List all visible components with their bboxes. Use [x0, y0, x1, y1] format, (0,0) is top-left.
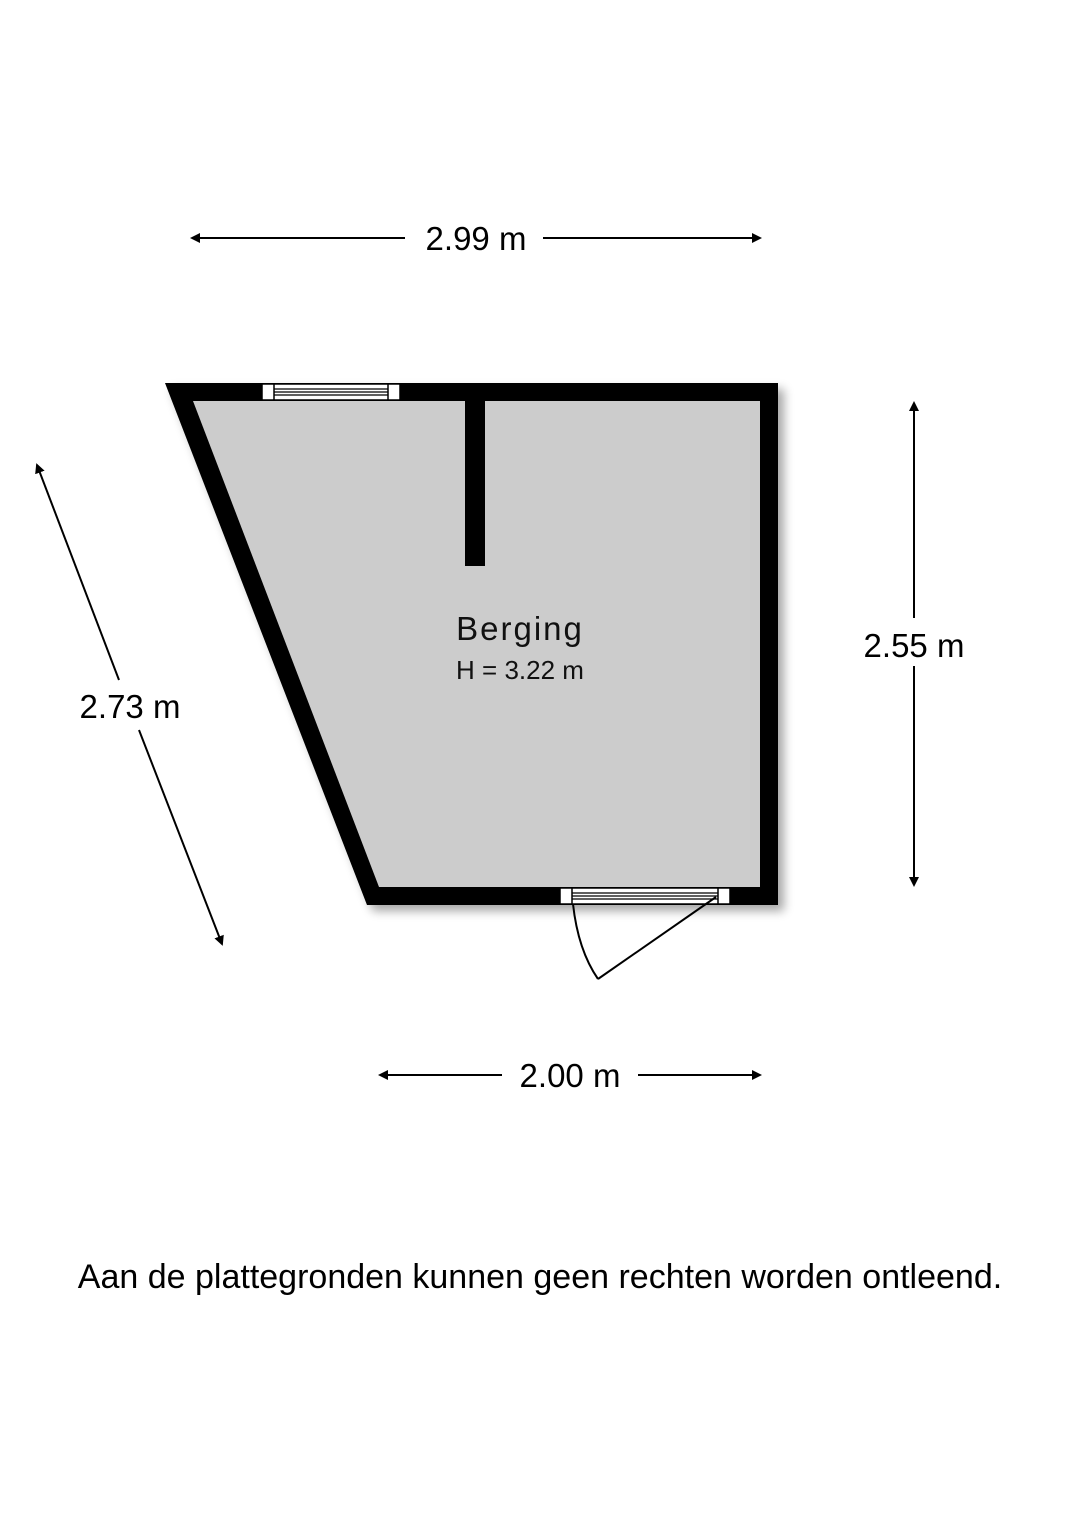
dimension-left-arrow-down: [139, 730, 222, 944]
dimension-top-label: 2.99 m: [425, 220, 527, 257]
dimension-bottom-label: 2.00 m: [519, 1057, 621, 1094]
dimension-left-arrow-up: [37, 465, 119, 680]
window-top: [262, 384, 400, 400]
dimension-left-label: 2.73 m: [79, 688, 181, 725]
room-height: H = 3.22 m: [456, 655, 584, 685]
disclaimer-text: Aan de plattegronden kunnen geen rechten worden ontleend.: [77, 1258, 1003, 1296]
door-leaf: [598, 897, 716, 979]
dimension-left: [37, 465, 222, 944]
partition-wall: [465, 401, 485, 566]
dimension-bottom: [380, 1057, 760, 1094]
dimension-right: [864, 403, 965, 885]
door-bottom: [560, 888, 730, 979]
dimension-top: [192, 220, 760, 257]
room-name: Berging: [456, 610, 584, 647]
door-swing-arc: [573, 904, 598, 979]
dimension-right-label: 2.55 m: [863, 627, 965, 664]
